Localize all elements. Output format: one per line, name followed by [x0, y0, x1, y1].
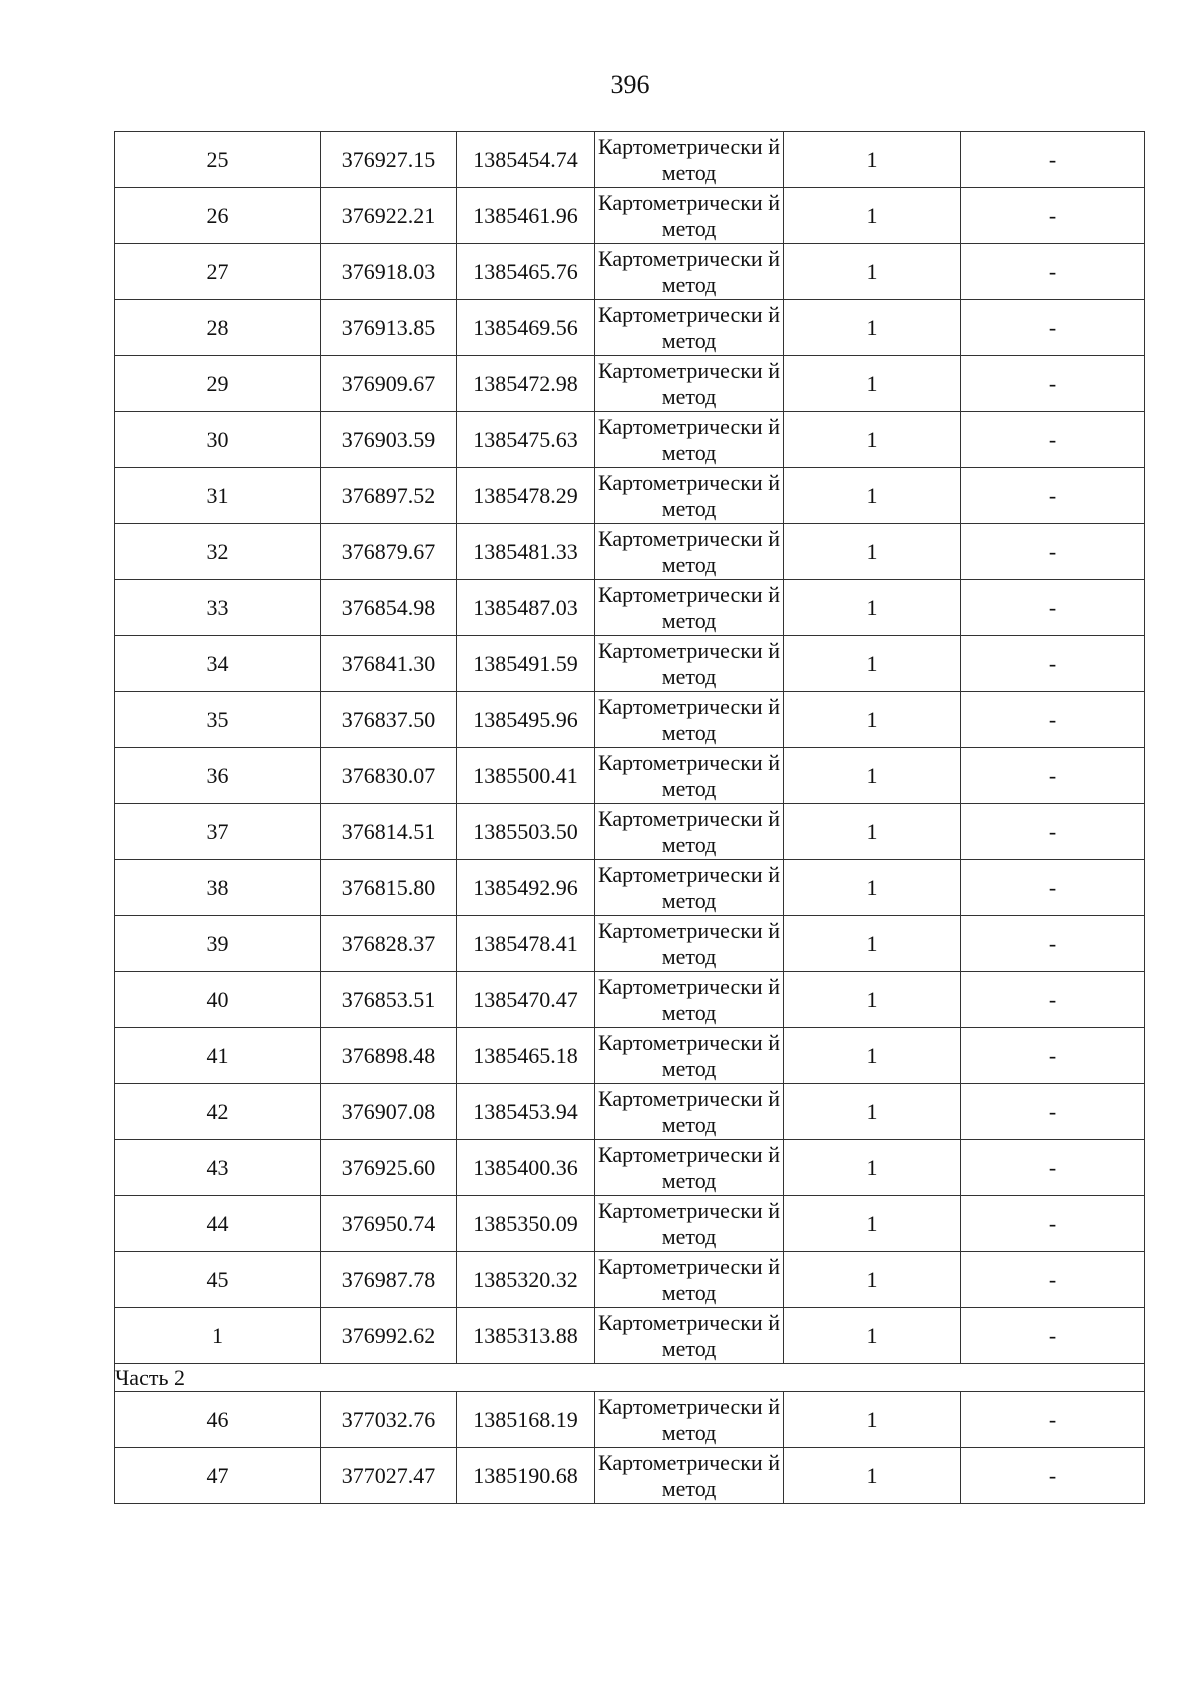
x-coordinate-cell: 376828.37 [321, 916, 457, 972]
method-cell: Картометрически й метод [595, 1448, 784, 1504]
accuracy-cell: 1 [784, 692, 961, 748]
accuracy-cell: 1 [784, 1252, 961, 1308]
x-coordinate-cell: 376841.30 [321, 636, 457, 692]
coordinates-table [114, 131, 1145, 1504]
point-number-cell: 47 [115, 1448, 321, 1504]
table-row [115, 244, 1145, 300]
coordinates-table-body [115, 132, 1145, 1504]
note-cell: - [961, 1028, 1145, 1084]
table-row [115, 1196, 1145, 1252]
accuracy-cell: 1 [784, 1196, 961, 1252]
table-row [115, 132, 1145, 188]
point-number-cell: 34 [115, 636, 321, 692]
method-cell: Картометрически й метод [595, 636, 784, 692]
accuracy-cell: 1 [784, 1448, 961, 1504]
note-cell: - [961, 132, 1145, 188]
note-cell: - [961, 1196, 1145, 1252]
accuracy-cell: 1 [784, 412, 961, 468]
point-number-cell: 30 [115, 412, 321, 468]
accuracy-cell: 1 [784, 1028, 961, 1084]
part-heading: Часть 2 [115, 1364, 1145, 1392]
method-cell: Картометрически й метод [595, 132, 784, 188]
method-cell: Картометрически й метод [595, 916, 784, 972]
x-coordinate-cell: 376918.03 [321, 244, 457, 300]
point-number-cell: 46 [115, 1392, 321, 1448]
page-number: 396 [610, 70, 650, 99]
method-cell: Картометрически й метод [595, 860, 784, 916]
method-cell: Картометрически й метод [595, 580, 784, 636]
note-cell: - [961, 972, 1145, 1028]
note-cell: - [961, 300, 1145, 356]
accuracy-cell: 1 [784, 468, 961, 524]
accuracy-cell: 1 [784, 244, 961, 300]
x-coordinate-cell: 376815.80 [321, 860, 457, 916]
note-cell: - [961, 412, 1145, 468]
note-cell: - [961, 748, 1145, 804]
x-coordinate-cell: 376922.21 [321, 188, 457, 244]
method-cell: Картометрически й метод [595, 524, 784, 580]
table-row [115, 468, 1145, 524]
method-cell: Картометрически й метод [595, 1028, 784, 1084]
note-cell: - [961, 916, 1145, 972]
accuracy-cell: 1 [784, 580, 961, 636]
point-number-cell: 42 [115, 1084, 321, 1140]
point-number-cell: 1 [115, 1308, 321, 1364]
method-cell: Картометрически й метод [595, 468, 784, 524]
table-row [115, 916, 1145, 972]
accuracy-cell: 1 [784, 636, 961, 692]
table-row [115, 524, 1145, 580]
note-cell: - [961, 1252, 1145, 1308]
method-cell: Картометрически й метод [595, 300, 784, 356]
note-cell: - [961, 636, 1145, 692]
method-cell: Картометрически й метод [595, 804, 784, 860]
accuracy-cell: 1 [784, 132, 961, 188]
table-row [115, 1308, 1145, 1364]
point-number-cell: 25 [115, 132, 321, 188]
y-coordinate-cell: 1385313.88 [457, 1308, 595, 1364]
accuracy-cell: 1 [784, 1084, 961, 1140]
accuracy-cell: 1 [784, 356, 961, 412]
note-cell: - [961, 1392, 1145, 1448]
note-cell: - [961, 804, 1145, 860]
point-number-cell: 41 [115, 1028, 321, 1084]
accuracy-cell: 1 [784, 804, 961, 860]
x-coordinate-cell: 376903.59 [321, 412, 457, 468]
accuracy-cell: 1 [784, 524, 961, 580]
x-coordinate-cell: 376853.51 [321, 972, 457, 1028]
y-coordinate-cell: 1385478.41 [457, 916, 595, 972]
point-number-cell: 31 [115, 468, 321, 524]
table-row [115, 692, 1145, 748]
x-coordinate-cell: 376898.48 [321, 1028, 457, 1084]
y-coordinate-cell: 1385475.63 [457, 412, 595, 468]
x-coordinate-cell: 376907.08 [321, 1084, 457, 1140]
table-row [115, 804, 1145, 860]
point-number-cell: 35 [115, 692, 321, 748]
point-number-cell: 27 [115, 244, 321, 300]
y-coordinate-cell: 1385400.36 [457, 1140, 595, 1196]
accuracy-cell: 1 [784, 1308, 961, 1364]
table-row [115, 1084, 1145, 1140]
y-coordinate-cell: 1385472.98 [457, 356, 595, 412]
table-row [115, 1448, 1145, 1504]
point-number-cell: 44 [115, 1196, 321, 1252]
y-coordinate-cell: 1385500.41 [457, 748, 595, 804]
note-cell: - [961, 1448, 1145, 1504]
point-number-cell: 32 [115, 524, 321, 580]
y-coordinate-cell: 1385320.32 [457, 1252, 595, 1308]
x-coordinate-cell: 376925.60 [321, 1140, 457, 1196]
point-number-cell: 37 [115, 804, 321, 860]
note-cell: - [961, 524, 1145, 580]
accuracy-cell: 1 [784, 916, 961, 972]
note-cell: - [961, 1140, 1145, 1196]
y-coordinate-cell: 1385487.03 [457, 580, 595, 636]
method-cell: Картометрически й метод [595, 972, 784, 1028]
y-coordinate-cell: 1385470.47 [457, 972, 595, 1028]
part-heading-row [115, 1364, 1145, 1392]
x-coordinate-cell: 377027.47 [321, 1448, 457, 1504]
table-row [115, 188, 1145, 244]
method-cell: Картометрически й метод [595, 356, 784, 412]
table-row [115, 860, 1145, 916]
method-cell: Картометрически й метод [595, 1252, 784, 1308]
y-coordinate-cell: 1385503.50 [457, 804, 595, 860]
table-row [115, 1392, 1145, 1448]
table-row [115, 1028, 1145, 1084]
method-cell: Картометрически й метод [595, 1084, 784, 1140]
table-row [115, 356, 1145, 412]
note-cell: - [961, 188, 1145, 244]
table-row [115, 636, 1145, 692]
y-coordinate-cell: 1385495.96 [457, 692, 595, 748]
point-number-cell: 29 [115, 356, 321, 412]
y-coordinate-cell: 1385454.74 [457, 132, 595, 188]
x-coordinate-cell: 376814.51 [321, 804, 457, 860]
x-coordinate-cell: 376897.52 [321, 468, 457, 524]
y-coordinate-cell: 1385453.94 [457, 1084, 595, 1140]
method-cell: Картометрически й метод [595, 1392, 784, 1448]
point-number-cell: 40 [115, 972, 321, 1028]
point-number-cell: 39 [115, 916, 321, 972]
method-cell: Картометрически й метод [595, 1196, 784, 1252]
point-number-cell: 28 [115, 300, 321, 356]
x-coordinate-cell: 376987.78 [321, 1252, 457, 1308]
method-cell: Картометрически й метод [595, 748, 784, 804]
x-coordinate-cell: 377032.76 [321, 1392, 457, 1448]
y-coordinate-cell: 1385190.68 [457, 1448, 595, 1504]
note-cell: - [961, 692, 1145, 748]
method-cell: Картометрически й метод [595, 692, 784, 748]
accuracy-cell: 1 [784, 188, 961, 244]
y-coordinate-cell: 1385491.59 [457, 636, 595, 692]
method-cell: Картометрически й метод [595, 1308, 784, 1364]
accuracy-cell: 1 [784, 748, 961, 804]
x-coordinate-cell: 376992.62 [321, 1308, 457, 1364]
table-row [115, 1140, 1145, 1196]
point-number-cell: 45 [115, 1252, 321, 1308]
table-row [115, 580, 1145, 636]
point-number-cell: 36 [115, 748, 321, 804]
table-row [115, 972, 1145, 1028]
x-coordinate-cell: 376950.74 [321, 1196, 457, 1252]
note-cell: - [961, 1308, 1145, 1364]
method-cell: Картометрически й метод [595, 188, 784, 244]
point-number-cell: 38 [115, 860, 321, 916]
table-row [115, 748, 1145, 804]
note-cell: - [961, 356, 1145, 412]
y-coordinate-cell: 1385469.56 [457, 300, 595, 356]
point-number-cell: 26 [115, 188, 321, 244]
x-coordinate-cell: 376837.50 [321, 692, 457, 748]
method-cell: Картометрически й метод [595, 412, 784, 468]
accuracy-cell: 1 [784, 300, 961, 356]
accuracy-cell: 1 [784, 1140, 961, 1196]
note-cell: - [961, 1084, 1145, 1140]
x-coordinate-cell: 376913.85 [321, 300, 457, 356]
point-number-cell: 33 [115, 580, 321, 636]
x-coordinate-cell: 376854.98 [321, 580, 457, 636]
table-row [115, 300, 1145, 356]
y-coordinate-cell: 1385492.96 [457, 860, 595, 916]
y-coordinate-cell: 1385481.33 [457, 524, 595, 580]
note-cell: - [961, 580, 1145, 636]
x-coordinate-cell: 376927.15 [321, 132, 457, 188]
x-coordinate-cell: 376879.67 [321, 524, 457, 580]
y-coordinate-cell: 1385461.96 [457, 188, 595, 244]
note-cell: - [961, 244, 1145, 300]
accuracy-cell: 1 [784, 1392, 961, 1448]
y-coordinate-cell: 1385465.76 [457, 244, 595, 300]
x-coordinate-cell: 376830.07 [321, 748, 457, 804]
method-cell: Картометрически й метод [595, 244, 784, 300]
accuracy-cell: 1 [784, 860, 961, 916]
y-coordinate-cell: 1385465.18 [457, 1028, 595, 1084]
point-number-cell: 43 [115, 1140, 321, 1196]
x-coordinate-cell: 376909.67 [321, 356, 457, 412]
y-coordinate-cell: 1385168.19 [457, 1392, 595, 1448]
method-cell: Картометрически й метод [595, 1140, 784, 1196]
y-coordinate-cell: 1385478.29 [457, 468, 595, 524]
accuracy-cell: 1 [784, 972, 961, 1028]
table-row [115, 1252, 1145, 1308]
note-cell: - [961, 860, 1145, 916]
note-cell: - [961, 468, 1145, 524]
y-coordinate-cell: 1385350.09 [457, 1196, 595, 1252]
table-row [115, 412, 1145, 468]
